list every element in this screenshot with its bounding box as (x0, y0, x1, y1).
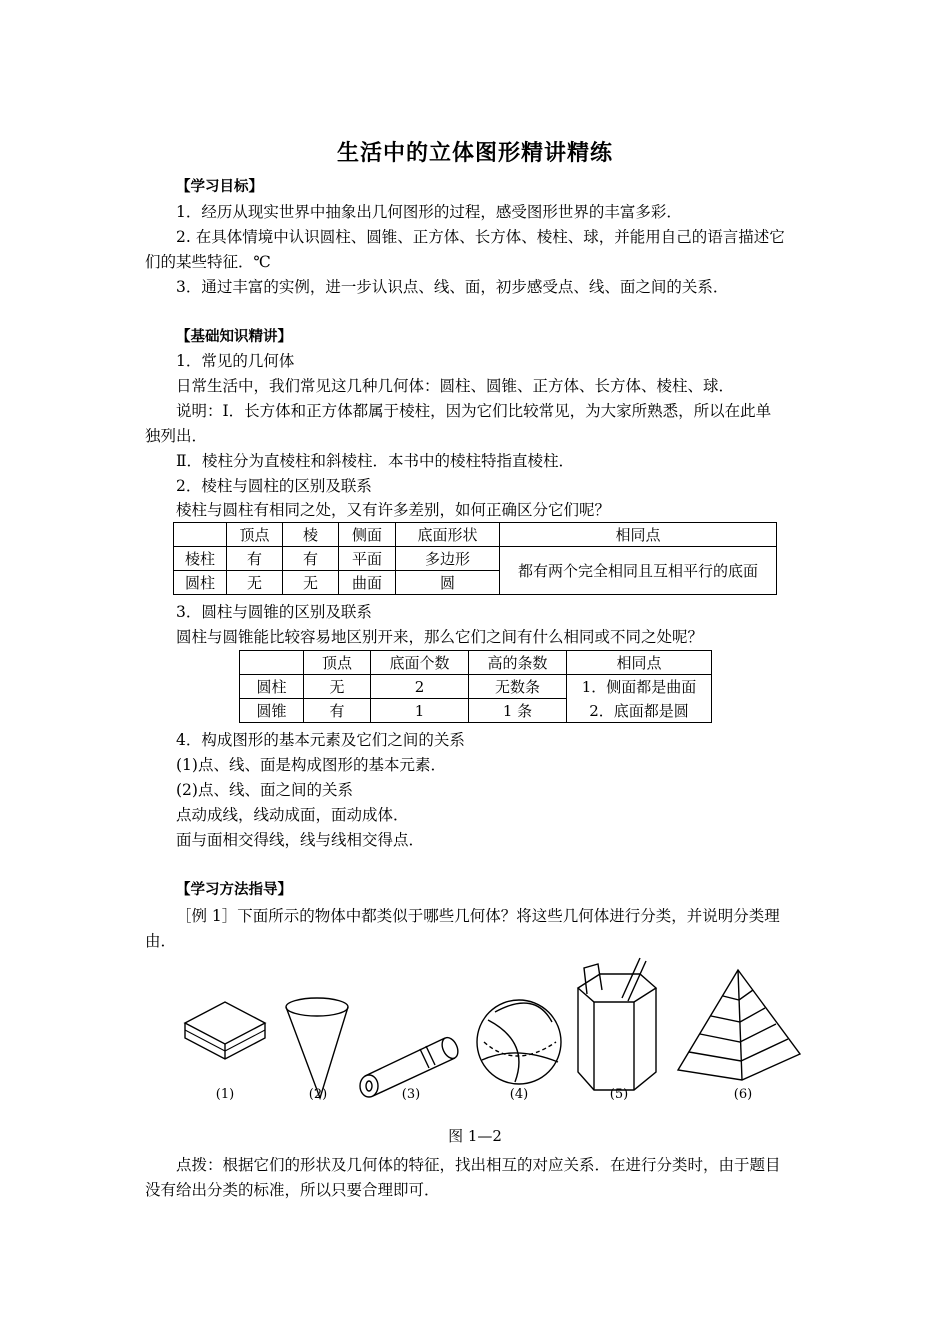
knowledge-line: (1)点、线、面是构成图形的基本元素． (176, 756, 446, 774)
table-cell: 无数条 (469, 675, 567, 699)
table-row (174, 523, 777, 547)
table-cell: 圆锥 (240, 699, 304, 723)
table-row (240, 699, 712, 723)
goal-2-cont: 们的某些特征．℃ (145, 253, 271, 271)
figure-label: (2) (308, 1087, 328, 1102)
pen-holder-drawing (578, 958, 656, 1090)
table-cell: 2．底面都是圆 (567, 699, 712, 723)
goal-1: 1．经历从现实世界中抽象出几何图形的过程，感受图形世界的丰富多彩． (176, 203, 682, 221)
prism-cylinder-table (173, 522, 777, 595)
table-cell: 有 (283, 547, 339, 571)
section-heading-knowledge: 【基础知识精讲】 (176, 329, 292, 345)
table-cell: 1 (371, 699, 469, 723)
sphere-drawing (477, 1000, 561, 1084)
table-cell: 棱柱 (174, 547, 227, 571)
table-cell: 曲面 (339, 571, 396, 595)
cone-drawing (286, 998, 348, 1098)
goal-2: 2. 在具体情境中认识圆柱、圆锥、正方体、长方体、棱柱、球，并能用自己的语言描述它 (176, 228, 785, 246)
table-cell: 圆柱 (174, 571, 227, 595)
knowledge-line: 4．构成图形的基本元素及它们之间的关系 (176, 731, 465, 749)
hint-cont: 没有给出分类的标准，所以只要合理即可． (145, 1181, 440, 1199)
figure-label: (3) (401, 1087, 421, 1102)
figure-label: (5) (609, 1087, 629, 1102)
table-cell: 顶点 (304, 651, 371, 675)
table-cell: 无 (283, 571, 339, 595)
table-cell: 相同点 (567, 651, 712, 675)
figure-1-2 (170, 950, 810, 1110)
knowledge-line: 1．常见的几何体 (176, 352, 295, 370)
table-cell-common: 都有两个完全相同且互相平行的底面 (500, 547, 777, 595)
figure-label: (6) (733, 1087, 753, 1102)
table-cell: 多边形 (396, 547, 500, 571)
goal-3: 3．通过丰富的实例，进一步认识点、线、面，初步感受点、线、面之间的关系． (176, 278, 729, 296)
knowledge-line: 面与面相交得线，线与线相交得点． (176, 831, 425, 849)
table-row (240, 675, 712, 699)
table-cell: 圆 (396, 571, 500, 595)
table-cell: 圆柱 (240, 675, 304, 699)
table-cell: 相同点 (500, 523, 777, 547)
table-cell: 1．侧面都是曲面 (567, 675, 712, 699)
table-cell: 高的条数 (469, 651, 567, 675)
knowledge-line: 独列出． (145, 427, 208, 445)
knowledge-line: 说明：Ⅰ．长方体和正方体都属于棱柱，因为它们比较常见，为大家所熟悉，所以在此单 (176, 402, 772, 420)
table-row (174, 547, 777, 571)
table-cell: 有 (227, 547, 283, 571)
table-cell: 1 条 (469, 699, 567, 723)
table-cell: 平面 (339, 547, 396, 571)
figure-label: (1) (215, 1087, 235, 1102)
table-cell (174, 523, 227, 547)
knowledge-line: Ⅱ．棱柱分为直棱柱和斜棱柱．本书中的棱柱特指直棱柱． (176, 452, 575, 470)
section-heading-method: 【学习方法指导】 (176, 882, 292, 898)
page-title: 生活中的立体图形精讲精练 (336, 141, 613, 166)
cylinder-cone-table (239, 650, 712, 723)
table-cell: 棱 (283, 523, 339, 547)
table-cell (240, 651, 304, 675)
table-cell: 2 (371, 675, 469, 699)
knowledge-line: 2．棱柱与圆柱的区别及联系 (176, 477, 372, 495)
knowledge-line: 点动成线，线动成面，面动成体． (176, 806, 409, 824)
table-cell: 无 (304, 675, 371, 699)
table-cell: 有 (304, 699, 371, 723)
table-cell: 无 (227, 571, 283, 595)
table-row (240, 651, 712, 675)
section-heading-goals: 【学习目标】 (176, 179, 263, 195)
hint: 点拨：根据它们的形状及几何体的特征，找出相互的对应关系．在进行分类时，由于题目 (176, 1156, 781, 1174)
figure-label: (4) (509, 1087, 529, 1102)
flat-box-drawing (185, 1002, 265, 1059)
figure-caption: 图 1—2 (448, 1127, 502, 1145)
knowledge-line: 圆柱与圆锥能比较容易地区别开来，那么它们之间有什么相同或不同之处呢？ (176, 628, 704, 646)
table-cell: 底面个数 (371, 651, 469, 675)
stepped-pyramid-drawing (678, 970, 800, 1080)
knowledge-line: 棱柱与圆柱有相同之处，又有许多差别，如何正确区分它们呢？ (176, 501, 611, 519)
example-1-cont: 由． (145, 932, 177, 950)
knowledge-line: 日常生活中，我们常见这几种几何体：圆柱、圆锥、正方体、长方体、棱柱、球． (176, 377, 735, 395)
table-cell: 顶点 (227, 523, 283, 547)
knowledge-line: 3．圆柱与圆锥的区别及联系 (176, 603, 372, 621)
table-cell: 底面形状 (396, 523, 500, 547)
table-cell: 侧面 (339, 523, 396, 547)
knowledge-line: (2)点、线、面之间的关系 (176, 781, 353, 799)
example-1: ［例 1］下面所示的物体中都类似于哪些几何体？将这些几何体进行分类，并说明分类理 (176, 907, 780, 925)
